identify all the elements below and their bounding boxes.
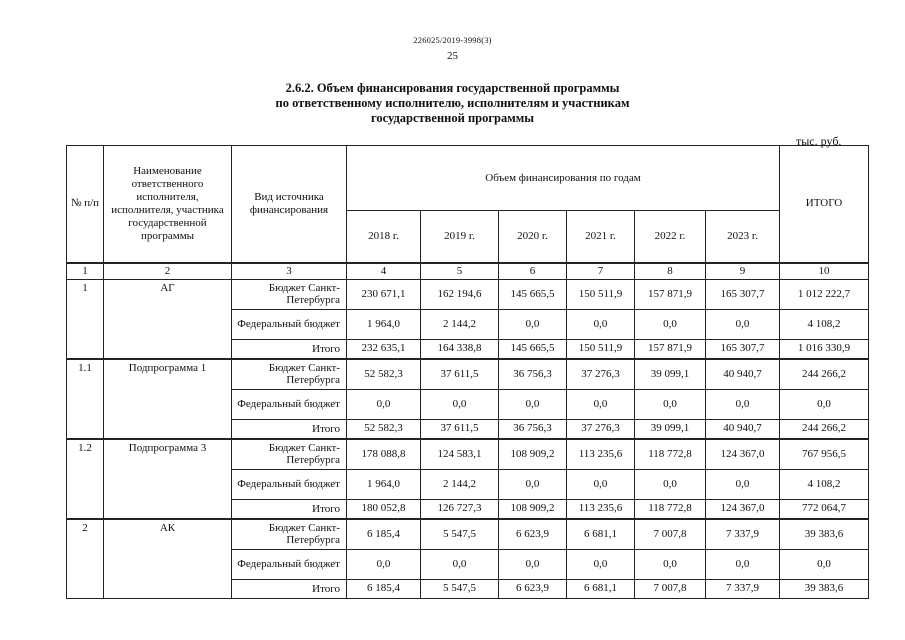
year-value: 157 871,9 xyxy=(635,279,706,309)
column-index-row xyxy=(67,263,869,280)
year-value: 124 367,0 xyxy=(706,439,780,470)
year-value: 0,0 xyxy=(567,549,635,579)
funding-source: Бюджет Санкт-Петербурга xyxy=(232,439,347,470)
year-value: 178 088,8 xyxy=(347,439,421,470)
year-value: 5 547,5 xyxy=(421,579,499,598)
year-value: 150 511,9 xyxy=(567,279,635,309)
row-total: 1 016 330,9 xyxy=(780,339,869,359)
funding-source: Федеральный бюджет xyxy=(232,309,347,339)
year-value: 7 337,9 xyxy=(706,579,780,598)
year-value: 0,0 xyxy=(499,309,567,339)
title-line: по ответственному исполнителю, исполнителям и участникам xyxy=(275,96,630,110)
executor-name: Подпрограмма 1 xyxy=(104,359,232,439)
financing-table xyxy=(66,145,869,599)
year-value: 145 665,5 xyxy=(499,339,567,359)
funding-source: Итого xyxy=(232,419,347,439)
year-value: 36 756,3 xyxy=(499,359,567,390)
year-value: 124 583,1 xyxy=(421,439,499,470)
column-index: 9 xyxy=(706,263,780,280)
year-value: 2 144,2 xyxy=(421,309,499,339)
year-value: 118 772,8 xyxy=(635,499,706,519)
executor-name: АК xyxy=(104,519,232,599)
row-total: 1 012 222,7 xyxy=(780,279,869,309)
row-total: 39 383,6 xyxy=(780,579,869,598)
row-total: 772 064,7 xyxy=(780,499,869,519)
year-value: 164 338,8 xyxy=(421,339,499,359)
year-value: 157 871,9 xyxy=(635,339,706,359)
row-total: 0,0 xyxy=(780,549,869,579)
funding-source: Итого xyxy=(232,499,347,519)
units-label: тыс. руб. xyxy=(796,134,842,148)
year-value: 40 940,7 xyxy=(706,419,780,439)
section-title xyxy=(0,81,905,126)
year-value: 37 611,5 xyxy=(421,419,499,439)
year-value: 118 772,8 xyxy=(635,439,706,470)
year-value: 108 909,2 xyxy=(499,499,567,519)
year-value: 37 276,3 xyxy=(567,419,635,439)
year-value: 2 144,2 xyxy=(421,469,499,499)
year-value: 7 007,8 xyxy=(635,579,706,598)
year-value: 6 185,4 xyxy=(347,579,421,598)
title-line: 2.6.2. Объем финансирования государственной программы xyxy=(285,81,620,95)
year-value: 0,0 xyxy=(635,469,706,499)
funding-source: Федеральный бюджет xyxy=(232,469,347,499)
table-body xyxy=(67,263,869,599)
year-value: 52 582,3 xyxy=(347,419,421,439)
row-number: 1.2 xyxy=(67,439,104,519)
year-value: 232 635,1 xyxy=(347,339,421,359)
year-value: 7 007,8 xyxy=(635,519,706,550)
document-id: 226025/2019-3998(3) xyxy=(413,35,492,45)
funding-source: Итого xyxy=(232,339,347,359)
row-number: 1.1 xyxy=(67,359,104,439)
row-total: 4 108,2 xyxy=(780,469,869,499)
table-row xyxy=(67,359,869,390)
column-index: 1 xyxy=(67,263,104,280)
year-value: 36 756,3 xyxy=(499,419,567,439)
year-value: 0,0 xyxy=(635,549,706,579)
year-value: 0,0 xyxy=(706,549,780,579)
year-value: 6 623,9 xyxy=(499,519,567,550)
year-value: 1 964,0 xyxy=(347,469,421,499)
year-value: 150 511,9 xyxy=(567,339,635,359)
funding-source: Федеральный бюджет xyxy=(232,549,347,579)
year-value: 6 681,1 xyxy=(567,579,635,598)
header-year: 2021 г. xyxy=(567,211,635,263)
column-index: 4 xyxy=(347,263,421,280)
year-value: 0,0 xyxy=(347,389,421,419)
year-value: 0,0 xyxy=(347,549,421,579)
year-value: 162 194,6 xyxy=(421,279,499,309)
column-index: 8 xyxy=(635,263,706,280)
column-index: 10 xyxy=(780,263,869,280)
funding-source: Итого xyxy=(232,579,347,598)
year-value: 165 307,7 xyxy=(706,339,780,359)
column-index: 3 xyxy=(232,263,347,280)
year-value: 0,0 xyxy=(635,389,706,419)
row-total: 767 956,5 xyxy=(780,439,869,470)
header-total: ИТОГО xyxy=(780,146,869,263)
table-row xyxy=(67,519,869,550)
year-value: 52 582,3 xyxy=(347,359,421,390)
year-value: 145 665,5 xyxy=(499,279,567,309)
year-value: 39 099,1 xyxy=(635,359,706,390)
year-value: 6 681,1 xyxy=(567,519,635,550)
year-value: 37 611,5 xyxy=(421,359,499,390)
year-value: 0,0 xyxy=(421,549,499,579)
header-year: 2020 г. xyxy=(499,211,567,263)
header-year: 2022 г. xyxy=(635,211,706,263)
year-value: 0,0 xyxy=(567,309,635,339)
year-value: 0,0 xyxy=(567,389,635,419)
row-total: 244 266,2 xyxy=(780,419,869,439)
year-value: 0,0 xyxy=(706,389,780,419)
year-value: 6 623,9 xyxy=(499,579,567,598)
column-index: 6 xyxy=(499,263,567,280)
year-value: 37 276,3 xyxy=(567,359,635,390)
year-value: 40 940,7 xyxy=(706,359,780,390)
row-number: 1 xyxy=(67,279,104,359)
executor-name: АГ xyxy=(104,279,232,359)
year-value: 1 964,0 xyxy=(347,309,421,339)
funding-source: Бюджет Санкт-Петербурга xyxy=(232,359,347,390)
column-index: 2 xyxy=(104,263,232,280)
year-value: 0,0 xyxy=(499,389,567,419)
year-value: 0,0 xyxy=(499,549,567,579)
year-value: 0,0 xyxy=(499,469,567,499)
year-value: 124 367,0 xyxy=(706,499,780,519)
header-volume: Объем финансирования по годам xyxy=(347,146,780,211)
column-index: 5 xyxy=(421,263,499,280)
year-value: 0,0 xyxy=(567,469,635,499)
year-value: 0,0 xyxy=(421,389,499,419)
header-name: Наименование ответственного исполнителя, исполнителя, участника государственной программы xyxy=(104,146,232,263)
header-year: 2023 г. xyxy=(706,211,780,263)
row-total: 39 383,6 xyxy=(780,519,869,550)
year-value: 0,0 xyxy=(635,309,706,339)
table-row xyxy=(67,279,869,309)
year-value: 5 547,5 xyxy=(421,519,499,550)
page-number: 25 xyxy=(447,50,458,62)
funding-source: Бюджет Санкт-Петербурга xyxy=(232,279,347,309)
year-value: 230 671,1 xyxy=(347,279,421,309)
funding-source: Федеральный бюджет xyxy=(232,389,347,419)
year-value: 165 307,7 xyxy=(706,279,780,309)
row-total: 4 108,2 xyxy=(780,309,869,339)
year-value: 7 337,9 xyxy=(706,519,780,550)
year-value: 113 235,6 xyxy=(567,499,635,519)
header-year: 2019 г. xyxy=(421,211,499,263)
header-year: 2018 г. xyxy=(347,211,421,263)
year-value: 180 052,8 xyxy=(347,499,421,519)
header-source: Вид источника финансирования xyxy=(232,146,347,263)
year-value: 126 727,3 xyxy=(421,499,499,519)
table-row xyxy=(67,439,869,470)
row-number: 2 xyxy=(67,519,104,599)
row-total: 244 266,2 xyxy=(780,359,869,390)
row-total: 0,0 xyxy=(780,389,869,419)
year-value: 0,0 xyxy=(706,469,780,499)
year-value: 113 235,6 xyxy=(567,439,635,470)
title-line: государственной программы xyxy=(370,111,535,125)
year-value: 108 909,2 xyxy=(499,439,567,470)
header-num: № п/п xyxy=(67,146,104,263)
funding-source: Бюджет Санкт-Петербурга xyxy=(232,519,347,550)
year-value: 39 099,1 xyxy=(635,419,706,439)
column-index: 7 xyxy=(567,263,635,280)
year-value: 6 185,4 xyxy=(347,519,421,550)
table-header xyxy=(67,146,869,263)
executor-name: Подпрограмма 3 xyxy=(104,439,232,519)
year-value: 0,0 xyxy=(706,309,780,339)
